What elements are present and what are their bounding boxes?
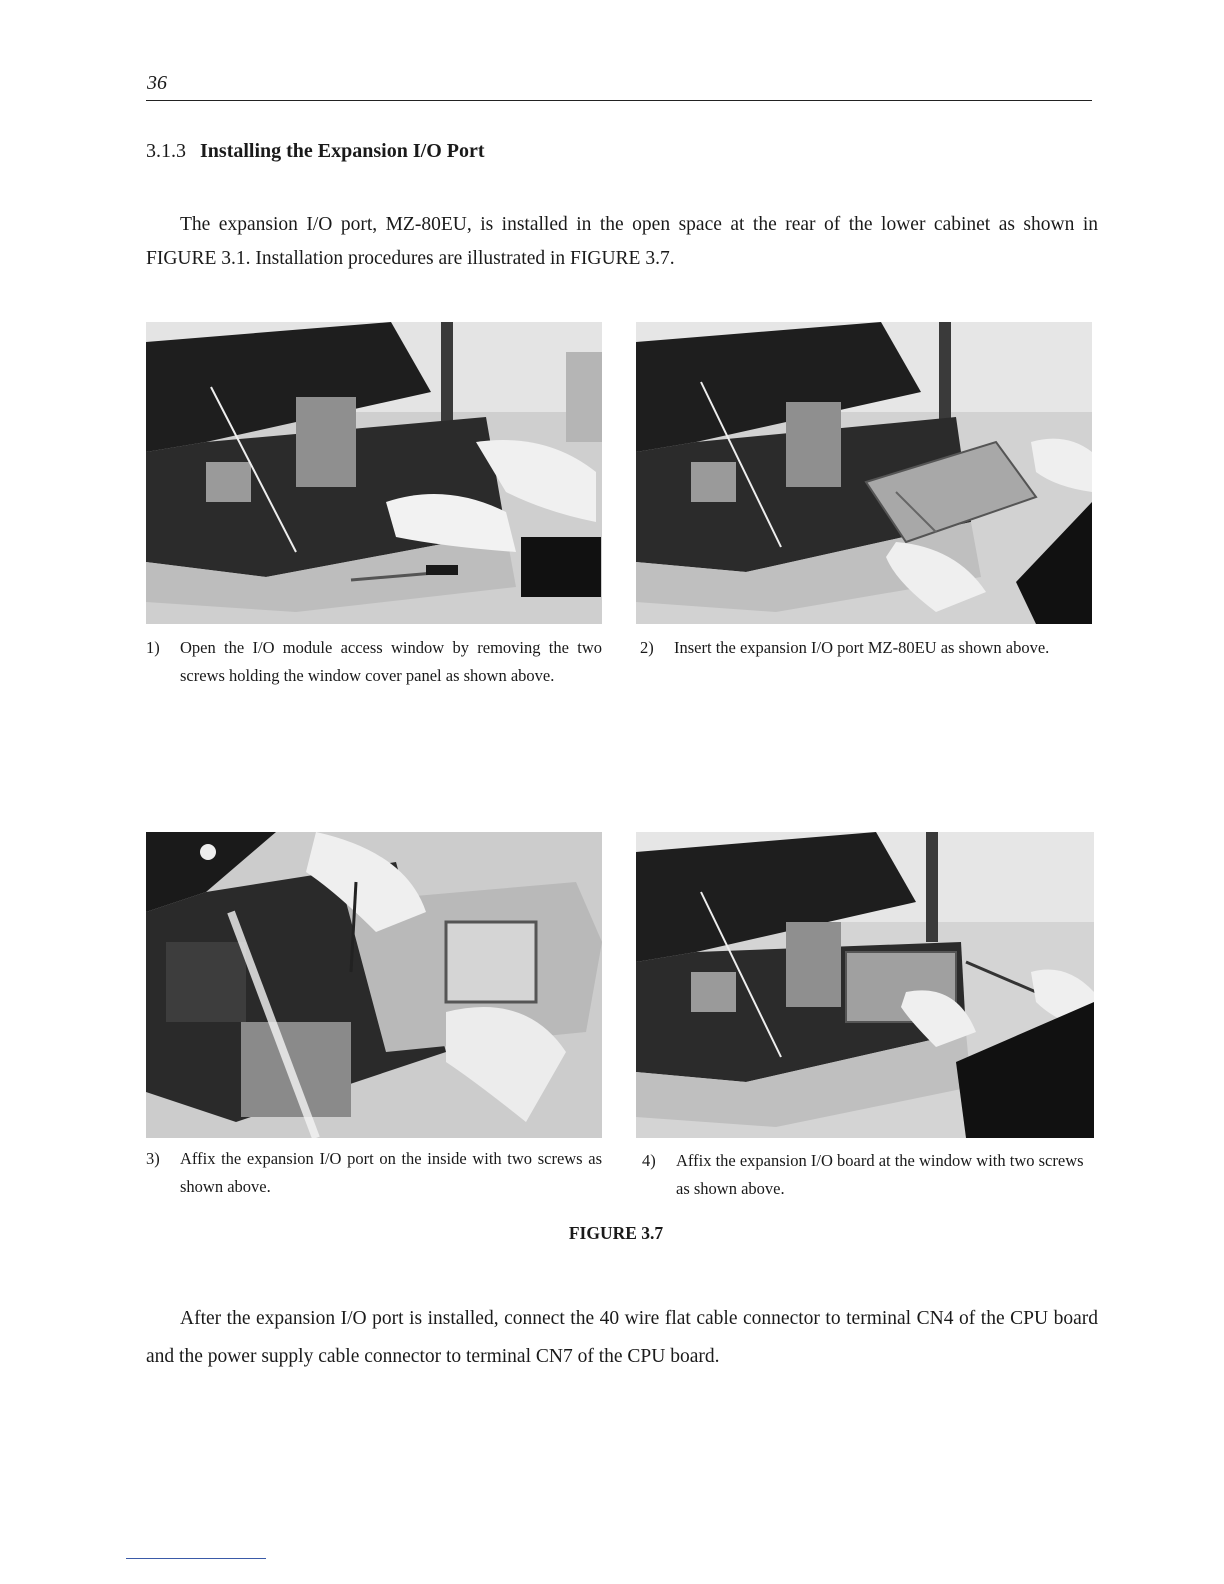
intro-paragraph: The expansion I/O port, MZ-80EU, is installed in the open space at the rear of the lower cabinet as shown in FIGURE 3.1. Installation procedures are illustrated in FIGURE 3.7. <box>146 214 1098 269</box>
section-number: 3.1.3 <box>146 140 186 162</box>
figure-caption-step-2 <box>640 634 1090 662</box>
figure-caption-step-4 <box>642 1147 1092 1202</box>
figure-photo-step-3 <box>146 832 602 1138</box>
figure-caption-step-3 <box>146 1145 602 1200</box>
figure-label: FIGURE 3.7 <box>568 1223 664 1243</box>
step-caption: Affix the expansion I/O port on the inside with two screws as shown above. <box>180 1149 602 1196</box>
closing-paragraph: After the expansion I/O port is installed, connect the 40 wire flat cable connector to terminal CN4 of the CPU board and the power supply cable connector to terminal CN7 of the CPU board. <box>146 1308 1098 1367</box>
header-rule <box>146 100 1092 101</box>
section-title: Installing the Expansion I/O Port <box>200 140 485 162</box>
photo-step-4-illustration <box>636 832 1094 1138</box>
page-number: 36 <box>147 72 167 94</box>
step-caption: Insert the expansion I/O port MZ-80EU as shown above. <box>674 638 1050 657</box>
step-number: 3) <box>146 1149 160 1168</box>
step-caption: Affix the expansion I/O board at the window with two screws as shown above. <box>676 1151 1084 1198</box>
figure-caption-step-1 <box>146 634 602 689</box>
photo-step-2-illustration <box>636 322 1092 624</box>
step-caption: Open the I/O module access window by removing the two screws holding the window cover panel as shown above. <box>180 638 602 685</box>
figure-photo-step-4 <box>636 832 1094 1138</box>
photo-step-1-illustration <box>146 322 602 624</box>
photo-step-3-illustration <box>146 832 602 1138</box>
figure-photo-step-1 <box>146 322 602 624</box>
figure-photo-step-2 <box>636 322 1092 624</box>
step-number: 4) <box>642 1151 656 1170</box>
footnote-rule <box>126 1558 266 1559</box>
section-heading <box>146 140 485 163</box>
step-number: 1) <box>146 638 160 657</box>
step-number: 2) <box>640 638 654 657</box>
